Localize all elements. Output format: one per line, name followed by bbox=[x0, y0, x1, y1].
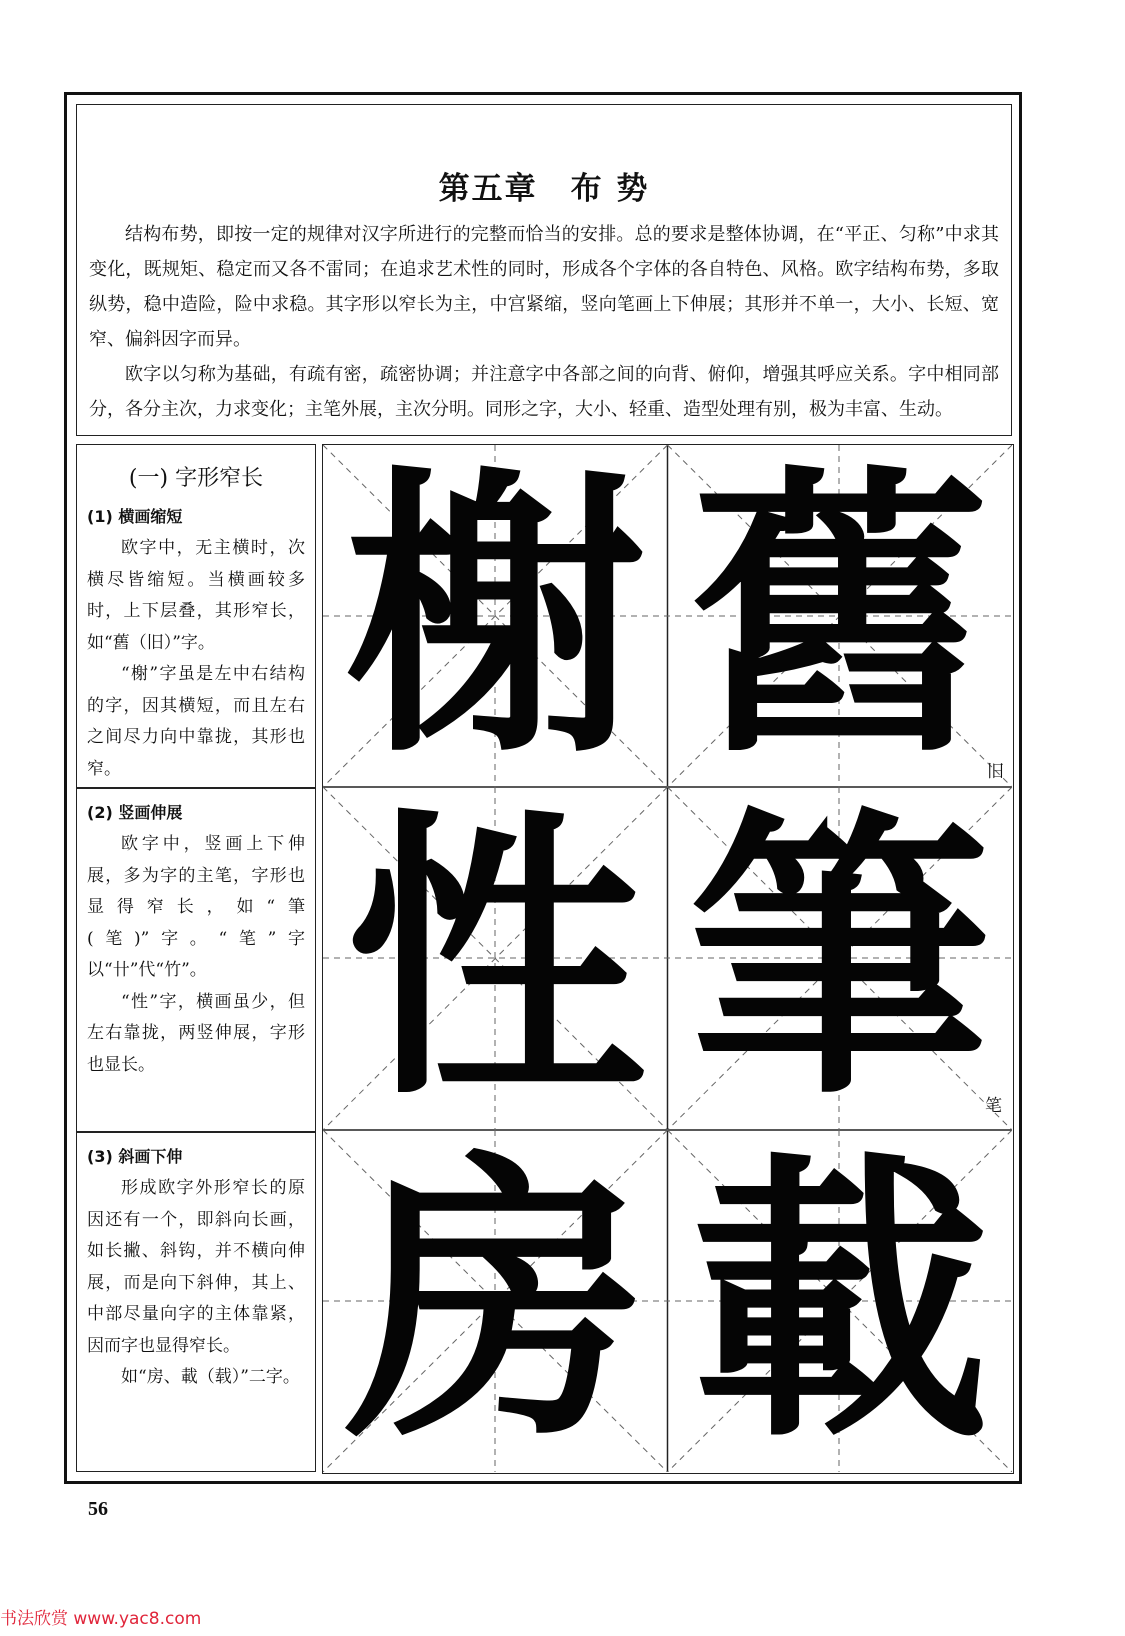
char-cell-row3-left bbox=[323, 1124, 669, 1478]
explanation-text-1 bbox=[87, 501, 305, 785]
section-title: (一) 字形窄长 bbox=[128, 466, 264, 491]
item-title: (1) 横画缩短 bbox=[87, 507, 183, 526]
item-title: (2) 竖画伸展 bbox=[87, 803, 183, 822]
explanation-box-2 bbox=[76, 788, 316, 1132]
explanation-column bbox=[76, 444, 322, 1474]
item-paragraph: 形成欧字外形窄长的原因还有一个，即斜向长画，如长撇、斜钩，并不横向伸展，而是向下斜伸，其上、中部尽量向字的主体靠紧，因而字也显得窄长。 bbox=[87, 1178, 305, 1356]
simplified-note: 笔 bbox=[985, 1096, 1002, 1116]
chapter-title: 第五章 布 势 bbox=[438, 171, 650, 207]
watermark-link[interactable]: 书法欣赏 www.yac8.com bbox=[0, 1609, 202, 1629]
item-paragraph: “性”字，横画虽少，但左右靠拢，两竖伸展，字形也显长。 bbox=[87, 991, 305, 1075]
char-cell-row2-left bbox=[323, 781, 669, 1135]
char-cell-row3-right bbox=[667, 1124, 1013, 1478]
char-cell-row1-left bbox=[323, 439, 669, 793]
item-title: (3) 斜画下伸 bbox=[87, 1147, 183, 1166]
item-paragraph: 如“房、載（载）”二字。 bbox=[121, 1367, 300, 1387]
calligraphy-character: 房 bbox=[346, 1124, 646, 1478]
char-cell-row1-right bbox=[667, 439, 1013, 793]
intro-paragraph: 结构布势，即按一定的规律对汉字所进行的完整而恰当的安排。总的要求是整体协调，在“平正、匀称”中求其变化，既规矩、稳定而又各不雷同；在追求艺术性的同时，形成各个字体的各自特色、风格。欧字结构布势，多取纵势，稳中造险，险中求稳。其字形以窄长为主，中宫紧缩，竖向笔画上下伸展；其形并不单一，大小、长短、宽窄、偏斜因字而异。 bbox=[89, 224, 999, 350]
calligraphy-character: 舊 bbox=[690, 439, 990, 793]
chapter-intro-box bbox=[76, 104, 1012, 436]
item-paragraph: 欧字中，无主横时，次横尽皆缩短。当横画较多时，上下层叠，其形窄长，如“舊（旧）”字。 bbox=[87, 538, 305, 653]
calligraphy-character: 載 bbox=[690, 1124, 990, 1478]
item-paragraph: 欧字中，竖画上下伸展，多为字的主笔，字形也显得窄长，如“筆(笔)”字。“笔”字以“卄”代“竹”。 bbox=[87, 834, 305, 980]
calligraphy-character: 性 bbox=[346, 781, 646, 1135]
calligraphy-character: 榭 bbox=[346, 439, 646, 793]
simplified-note: 旧 bbox=[987, 762, 1004, 782]
calligraphy-grid bbox=[322, 439, 1014, 1478]
chapter-intro-text bbox=[89, 217, 999, 427]
intro-paragraph: 欧字以匀称为基础，有疏有密，疏密协调；并注意字中各部之间的向背、俯仰，增强其呼应关系。字中相同部分，各分主次，力求变化；主笔外展，主次分明。同形之字，大小、轻重、造型处理有别，极为丰富、生动。 bbox=[89, 364, 999, 420]
page-number: 56 bbox=[88, 1498, 108, 1520]
item-paragraph: “榭”字虽是左中右结构的字，因其横短，而且左右之间尽力向中靠拢，其形也窄。 bbox=[87, 664, 305, 779]
calligraphy-character: 筆 bbox=[690, 781, 990, 1135]
explanation-box-3 bbox=[76, 1132, 316, 1472]
char-cell-row2-right bbox=[667, 781, 1013, 1135]
explanation-box-1 bbox=[76, 444, 316, 788]
explanation-text-2 bbox=[87, 797, 305, 1081]
explanation-text-3 bbox=[87, 1141, 305, 1394]
